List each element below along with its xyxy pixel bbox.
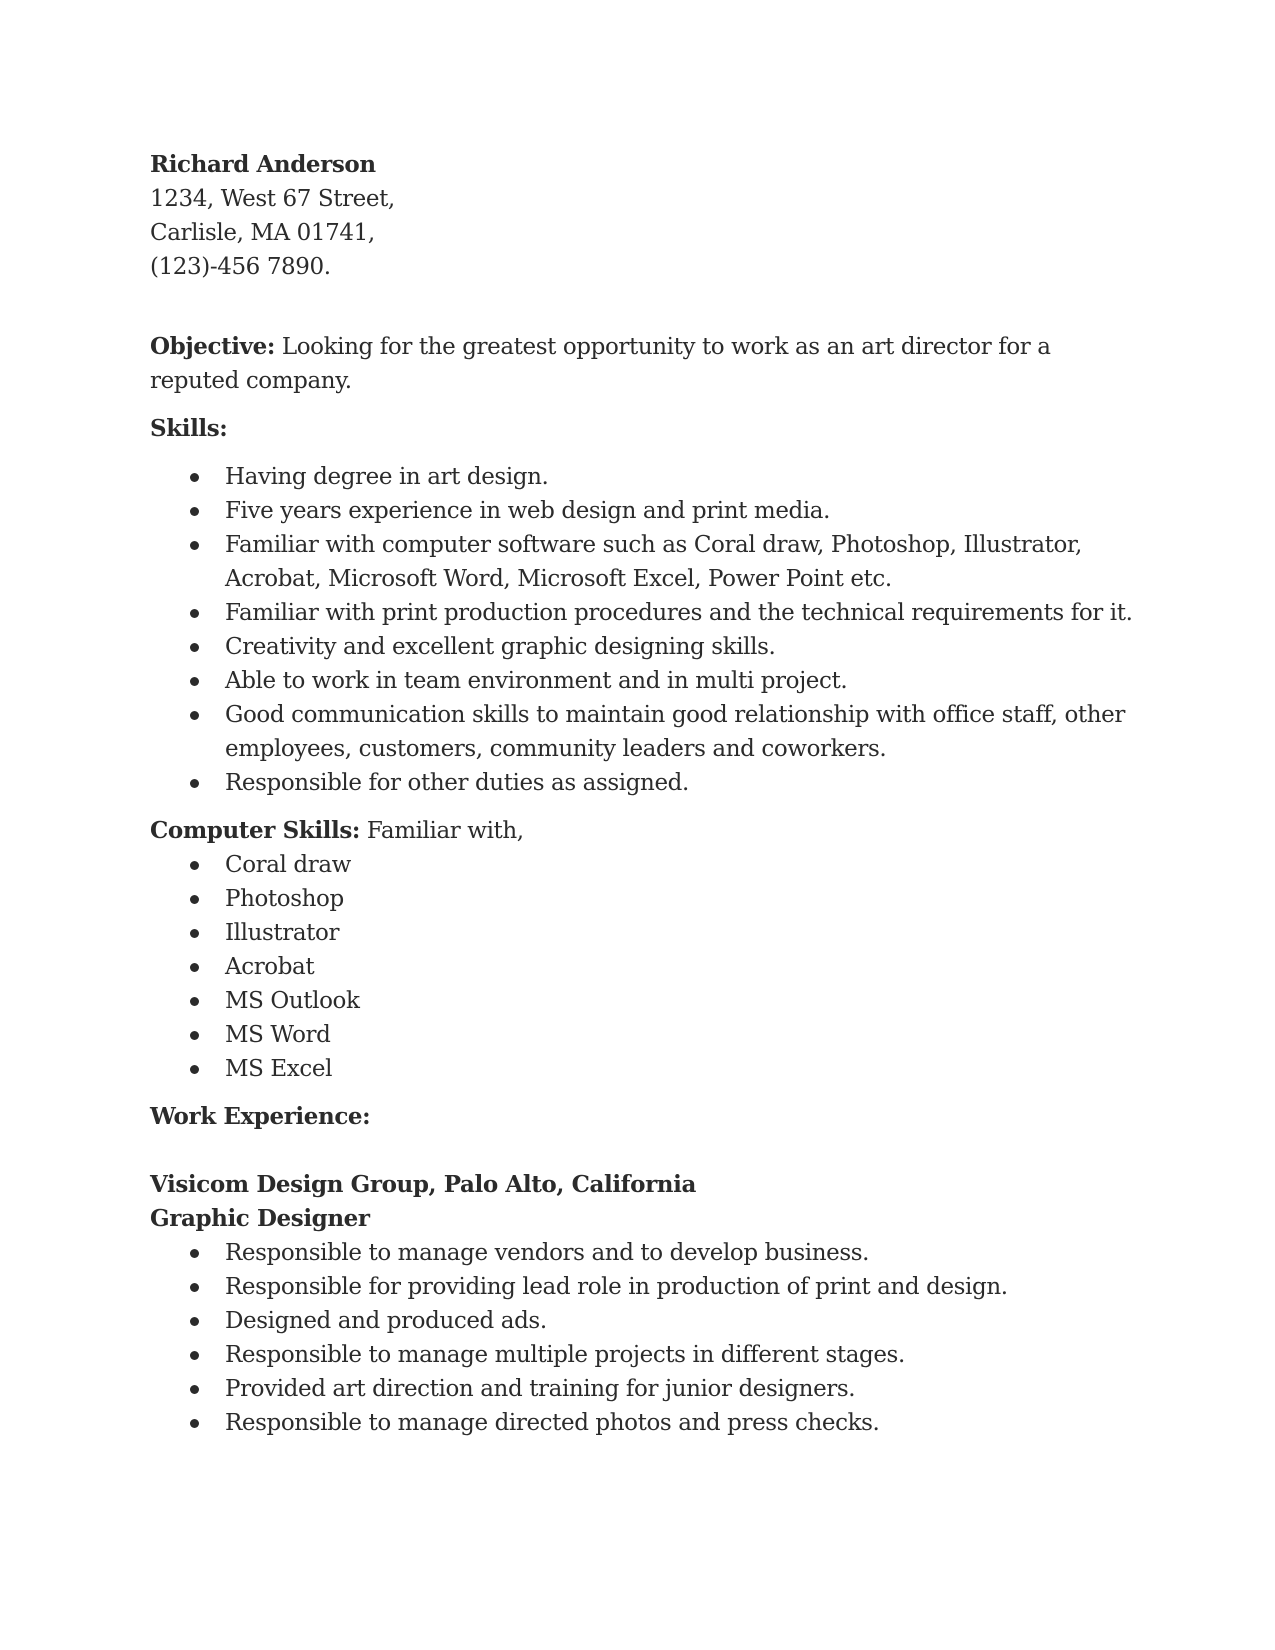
list-item: Designed and produced ads.	[150, 1304, 1140, 1338]
list-item: Responsible for providing lead role in production of print and design.	[150, 1270, 1140, 1304]
bullet-icon	[190, 609, 199, 618]
bullet-icon	[190, 541, 199, 550]
list-item: MS Outlook	[150, 984, 1140, 1018]
objective-text: Looking for the greatest opportunity to work as an art director for a reputed company.	[150, 334, 1051, 394]
company-name: Visicom Design Group, Palo Alto, California	[150, 1171, 696, 1198]
skills-list	[150, 460, 1140, 800]
list-item: Coral draw	[150, 848, 1140, 882]
phone-number: (123)-456 7890.	[150, 254, 331, 280]
bullet-icon	[190, 779, 199, 788]
applicant-name: Richard Anderson	[150, 151, 376, 178]
list-item: Five years experience in web design and print media.	[150, 494, 1140, 528]
bullet-icon	[190, 711, 199, 720]
bullet-icon	[190, 997, 199, 1006]
list-item: Provided art direction and training for junior designers.	[150, 1372, 1140, 1406]
bullet-icon	[190, 1283, 199, 1292]
skills-heading: Skills:	[150, 415, 228, 442]
work-experience-heading: Work Experience:	[150, 1103, 371, 1130]
list-item: Responsible to manage multiple projects in different stages.	[150, 1338, 1140, 1372]
list-item: Good communication skills to maintain good relationship with office staff, other employees, customers, community leaders and coworkers.	[150, 698, 1140, 766]
bullet-icon	[190, 1031, 199, 1040]
bullet-icon	[190, 1385, 199, 1394]
bullet-icon	[190, 1317, 199, 1326]
address-line-1: 1234, West 67 Street,	[150, 186, 395, 212]
list-item: Creativity and excellent graphic designing skills.	[150, 630, 1140, 664]
objective-paragraph	[150, 330, 1140, 398]
list-item: Familiar with computer software such as Coral draw, Photoshop, Illustrator, Acrobat, Microsoft Word, Microsoft Excel, Power Point etc.	[150, 528, 1140, 596]
bullet-icon	[190, 1065, 199, 1074]
bullet-icon	[190, 473, 199, 482]
bullet-icon	[190, 677, 199, 686]
bullet-icon	[190, 1351, 199, 1360]
objective-label: Objective:	[150, 333, 275, 360]
list-item: Acrobat	[150, 950, 1140, 984]
contact-block	[150, 148, 1140, 284]
bullet-icon	[190, 963, 199, 972]
bullet-icon	[190, 1249, 199, 1258]
computer-skills-heading	[150, 814, 1140, 848]
job-title: Graphic Designer	[150, 1205, 370, 1232]
resume-content	[150, 148, 1140, 1440]
computer-skills-label: Computer Skills:	[150, 817, 360, 844]
list-item: Responsible to manage directed photos and press checks.	[150, 1406, 1140, 1440]
list-item: MS Word	[150, 1018, 1140, 1052]
computer-skills-intro: Familiar with,	[359, 818, 524, 844]
computer-skills-list	[150, 848, 1140, 1086]
bullet-icon	[190, 895, 199, 904]
list-item: MS Excel	[150, 1052, 1140, 1086]
list-item: Able to work in team environment and in multi project.	[150, 664, 1140, 698]
list-item: Responsible to manage vendors and to develop business.	[150, 1236, 1140, 1270]
bullet-icon	[190, 861, 199, 870]
list-item: Familiar with print production procedures and the technical requirements for it.	[150, 596, 1140, 630]
list-item: Illustrator	[150, 916, 1140, 950]
list-item: Responsible for other duties as assigned.	[150, 766, 1140, 800]
bullet-icon	[190, 929, 199, 938]
address-line-2: Carlisle, MA 01741,	[150, 220, 375, 246]
bullet-icon	[190, 643, 199, 652]
bullet-icon	[190, 507, 199, 516]
work-duties-list	[150, 1236, 1140, 1440]
list-item: Having degree in art design.	[150, 460, 1140, 494]
bullet-icon	[190, 1419, 199, 1428]
list-item: Photoshop	[150, 882, 1140, 916]
